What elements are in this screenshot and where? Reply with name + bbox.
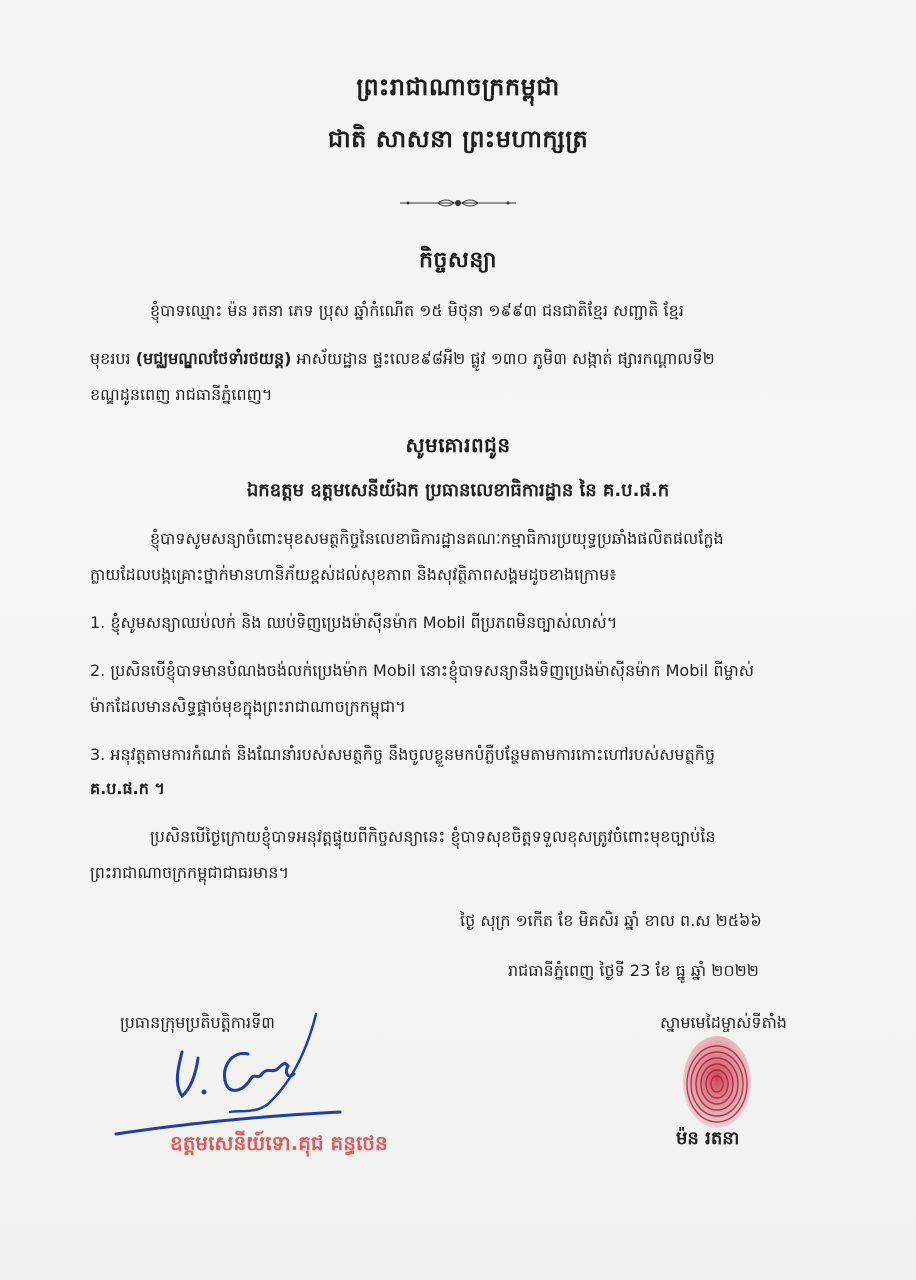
header-motto: ជាតិ សាសនា ព្រះមហាក្សត្រ	[327, 125, 589, 153]
address-text: អាស័យដ្ឋាន ផ្ទះលេខ៩៨អឺ២ ផ្លូវ ១៣០ ភូមិ៣ សង្កាត់ ផ្សារកណ្តាលទី២	[296, 349, 715, 368]
recipient-line: ឯកឧត្តម ឧត្តមសេនីយ៍ឯក ប្រធានលេខាធិការដ្ឋាន នៃ គ.ប.ផ.ក	[246, 480, 670, 501]
salutation: សូមគោរពជូន	[405, 433, 511, 457]
thumbprint-icon	[676, 1030, 758, 1142]
paragraph-1-line-2: ក្លាយដែលបង្កគ្រោះថ្នាក់មានហានិភ័យខ្ពស់ដល់សុខភាព និងសុវត្ថិភាពសង្គមដូចខាងក្រោម៖	[90, 565, 617, 584]
official-stamp-name: ឧត្តមសេនីយ៍ទោ.គុជ គន្ធថេន	[170, 1131, 388, 1155]
handwritten-signature	[112, 1010, 352, 1140]
date-lunar: ថ្ងៃ សុក្រ ១កើត ខែ មិគសិរ ឆ្នាំ ខាល ព.ស ២៥៦៦	[460, 911, 762, 930]
ornament-divider	[398, 196, 518, 210]
right-signer-name: ម៉ន រតនា	[676, 1128, 740, 1149]
paragraph-1-line-1: ខ្ញុំបាទសូមសន្យាចំពោះមុខសមត្ថកិច្ចនៃលេខាធិការដ្ឋានគណៈកម្មាធិការប្រយុទ្ធប្រឆាំងផលិតផលក្លែង	[150, 529, 724, 548]
document-title: កិច្ចសន្យា	[418, 248, 498, 273]
occupation-value: (មជ្ឈមណ្ឌលថែទាំរថយន្ត)	[135, 349, 292, 368]
header-kingdom: ព្រះរាជាណាចក្រកម្ពុជា	[356, 73, 560, 101]
date-solar: រាជធានីភ្នំពេញ ថ្ងៃទី 23 ខែ ធ្នូ ឆ្នាំ ២០២២	[508, 961, 759, 980]
left-signer-title: ប្រធានក្រុមប្រតិបត្តិការទី៣	[120, 1013, 275, 1032]
paragraph-2-line-2: ព្រះរាជាណាចក្រកម្ពុជាជាធរមាន។	[90, 863, 289, 882]
intro-line-1: ខ្ញុំបាទឈ្មោះ ម៉ន រតនា ភេទ ប្រុស ឆ្នាំកំណើត ១៥ មិថុនា ១៩៩៣ ជនជាតិខ្មែរ សញ្ជាតិ ខ្មែរ	[150, 301, 684, 320]
paragraph-2-line-1: ប្រសិនបើថ្ងៃក្រោយខ្ញុំបាទអនុវត្តផ្ទុយពីកិច្ចសន្យានេះ ខ្ញុំបាទសុខចិត្តទទួលខុសត្រូវចំពោះមុខច្បាប់នៃ	[150, 827, 716, 846]
intro-line-3: ខណ្ឌដូនពេញ រាជធានីភ្នំពេញ។	[90, 385, 273, 404]
list-item-1: 1. ខ្ញុំសូមសន្យាឈប់លក់ និង ឈប់ទិញប្រេងម៉ាស៊ីនម៉ាក Mobil ពីប្រភពមិនច្បាស់លាស់។	[90, 613, 618, 632]
right-signer-title: ស្នាមមេដៃម្ចាស់ទីតាំង	[660, 1013, 787, 1032]
occupation-label: មុខរបរ	[90, 349, 131, 368]
list-item-3-line-1: 3. អនុវត្តតាមការកំណត់ និងណែនាំរបស់សមត្ថកិច្ច នឹងចូលខ្លួនមកបំភ្លឺបន្ថែមតាមការកោះហៅរបស់សមត្ថកិច្ច	[90, 745, 716, 764]
intro-line-2	[90, 348, 715, 370]
list-item-3-line-2: គ.ប.ផ.ក ។	[90, 779, 165, 798]
list-item-2-line-2: ម៉ាកដែលមានសិទ្ធផ្តាច់មុខក្នុងព្រះរាជាណាចក្រកម្ពុជា។	[90, 697, 406, 716]
list-item-2-line-1: 2. ប្រសិនបើខ្ញុំបាទមានបំណងចង់លក់ប្រេងម៉ាក Mobil នោះខ្ញុំបាទសន្យានឹងទិញប្រេងម៉ាស៊ីនម៉ាក Mobil ពីម្ចាស់	[90, 661, 754, 680]
